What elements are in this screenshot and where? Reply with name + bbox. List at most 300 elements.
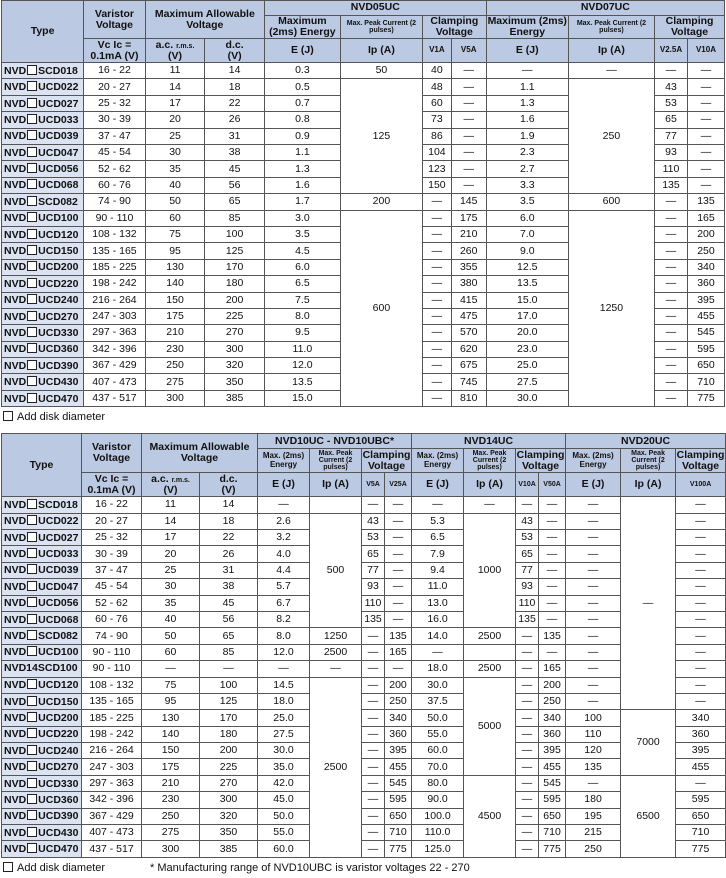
table-cell: —: [566, 497, 621, 513]
table-cell: 27.5: [486, 374, 568, 390]
table-cell: 455: [687, 308, 724, 324]
table-cell: 4.0: [258, 546, 310, 562]
vc-header: Vc Ic = 0.1mA (V): [82, 473, 142, 497]
table-cell: 12.0: [264, 358, 340, 374]
table-cell: 320: [200, 808, 258, 824]
table-cell: —: [566, 530, 621, 546]
table-row: [2, 775, 726, 791]
table-cell: —: [200, 661, 258, 677]
peak-current-cell: —: [464, 497, 516, 513]
table-cell: —: [362, 825, 385, 841]
table-cell: 55.0: [258, 825, 310, 841]
table-cell: 300: [145, 390, 205, 406]
table-cell: 38: [200, 579, 258, 595]
checkbox-symbol: [27, 114, 37, 124]
table-cell: —: [687, 144, 724, 160]
table-cell: 340: [687, 259, 724, 275]
peak-current-cell: 1000: [464, 513, 516, 628]
table-cell: —: [655, 325, 688, 341]
table-cell: 25: [142, 562, 200, 578]
table-nvd10-nvd14-nvd20: [1, 433, 726, 858]
peak-unit: Ip (A): [340, 39, 422, 63]
table-cell: 595: [385, 792, 412, 808]
table-cell: 43: [362, 513, 385, 529]
table-nvd05-nvd07: [1, 0, 725, 407]
table-cell: 1.9: [486, 128, 568, 144]
table-cell: —: [566, 546, 621, 562]
clamping-header: Clamping Voltage: [516, 448, 565, 472]
table-cell: 545: [385, 775, 412, 791]
energy-unit: E (J): [486, 39, 568, 63]
table-cell: 185 - 225: [84, 259, 146, 275]
table-cell: —: [451, 79, 486, 95]
table-cell: —: [655, 243, 688, 259]
type-cell: NVD UCD068: [2, 611, 82, 627]
table-cell: 9.4: [412, 562, 464, 578]
table-cell: 60: [142, 644, 200, 660]
table-cell: 14: [145, 79, 205, 95]
checkbox-symbol: [27, 843, 37, 853]
table-cell: 145: [451, 194, 486, 210]
table-cell: 37 - 47: [82, 562, 142, 578]
table-cell: 35: [142, 595, 200, 611]
table-cell: 0.8: [264, 112, 340, 128]
table-cell: 650: [687, 358, 724, 374]
checkbox-symbol: [3, 862, 13, 872]
table-cell: 43: [655, 79, 688, 95]
table-cell: 22: [200, 530, 258, 546]
type-cell: NVD UCD056: [2, 595, 82, 611]
table-cell: 13.5: [486, 276, 568, 292]
table-cell: 30: [142, 579, 200, 595]
peak-current-cell: 600: [568, 194, 654, 210]
table-cell: —: [676, 775, 726, 791]
type-cell: NVD UCD220: [2, 726, 82, 742]
table-cell: 14.0: [412, 628, 464, 644]
type-cell: NVD UCD390: [2, 358, 84, 374]
table-cell: 45: [200, 595, 258, 611]
varistor-voltage-header: Varistor Voltage: [84, 1, 146, 39]
table-cell: —: [655, 63, 688, 79]
table-cell: 200: [687, 226, 724, 242]
table-cell: 198 - 242: [82, 726, 142, 742]
checkbox-symbol: [27, 229, 37, 239]
table-row: [2, 210, 725, 226]
checkbox-symbol: [27, 130, 37, 140]
table-cell: 200: [200, 743, 258, 759]
checkbox-symbol: [27, 163, 37, 173]
table-cell: 11.0: [412, 579, 464, 595]
table-row: [2, 726, 726, 742]
clamp-sub-a: V10A: [516, 473, 539, 497]
table-cell: —: [451, 177, 486, 193]
table-cell: —: [676, 644, 726, 660]
table-cell: 710: [539, 825, 566, 841]
energy-header: Max. (2ms) Energy: [566, 449, 621, 473]
table-cell: 180: [205, 276, 265, 292]
table-cell: 100.0: [412, 808, 464, 824]
table-cell: 270: [200, 775, 258, 791]
checkbox-symbol: [27, 376, 37, 386]
checkbox-symbol: [27, 794, 37, 804]
table-row: [2, 841, 726, 857]
table-cell: 60 - 76: [84, 177, 146, 193]
table-row: [2, 710, 726, 726]
table-cell: 595: [676, 792, 726, 808]
clamp-sub-b: V5A: [451, 39, 486, 63]
table-cell: 250: [539, 693, 566, 709]
table-cell: —: [655, 358, 688, 374]
peak-current-cell: —: [310, 661, 362, 677]
table-cell: 300: [205, 341, 265, 357]
table-cell: 710: [687, 374, 724, 390]
table-cell: 1.6: [486, 112, 568, 128]
table-cell: 25.0: [486, 358, 568, 374]
max-allowable-header: Maximum Allowable Voltage: [142, 434, 258, 473]
table-cell: —: [655, 292, 688, 308]
energy-header: Maximum (2ms) Energy: [487, 15, 567, 39]
checkbox-symbol: [27, 827, 37, 837]
table-cell: 360: [687, 276, 724, 292]
table-cell: 0.7: [264, 95, 340, 111]
peak-current-cell: 5000: [464, 677, 516, 775]
table-cell: 25.0: [258, 710, 310, 726]
table-cell: 570: [451, 325, 486, 341]
dc-header: d.c. (V): [200, 473, 258, 497]
table-cell: 108 - 132: [82, 677, 142, 693]
table-cell: 455: [539, 759, 566, 775]
table-cell: —: [423, 325, 452, 341]
table-cell: 60: [145, 210, 205, 226]
table-cell: —: [539, 530, 566, 546]
table-cell: 25 - 32: [84, 95, 146, 111]
table-cell: 125.0: [412, 841, 464, 857]
table-cell: —: [676, 628, 726, 644]
peak-current-cell: 2500: [464, 628, 516, 644]
table-cell: 385: [205, 390, 265, 406]
table-cell: —: [566, 677, 621, 693]
table-cell: 8.0: [258, 628, 310, 644]
energy-unit: E (J): [258, 473, 310, 497]
table-cell: 110.0: [412, 825, 464, 841]
table-cell: 50: [145, 194, 205, 210]
table-cell: 18.0: [412, 661, 464, 677]
table-cell: 300: [142, 841, 200, 857]
table-cell: —: [566, 628, 621, 644]
table-cell: —: [423, 226, 452, 242]
table-cell: 170: [205, 259, 265, 275]
table-cell: —: [516, 759, 539, 775]
table-cell: —: [516, 825, 539, 841]
table-cell: —: [516, 775, 539, 791]
checkbox-symbol: [27, 515, 37, 525]
checkbox-symbol: [27, 548, 37, 558]
table-cell: 415: [451, 292, 486, 308]
table-cell: 20 - 27: [84, 79, 146, 95]
table-cell: —: [655, 276, 688, 292]
table-cell: 3.0: [264, 210, 340, 226]
table-cell: —: [676, 530, 726, 546]
peak-unit: Ip (A): [568, 39, 654, 63]
table-cell: 407 - 473: [84, 374, 146, 390]
type-cell: NVD UCD068: [2, 177, 84, 193]
table-cell: 52 - 62: [82, 595, 142, 611]
table-cell: 25 - 32: [82, 530, 142, 546]
table-cell: 2.3: [486, 144, 568, 160]
table-cell: 13.5: [264, 374, 340, 390]
type-cell: NVD UCD270: [2, 308, 84, 324]
table-cell: 297 - 363: [84, 325, 146, 341]
table-cell: —: [423, 308, 452, 324]
table-cell: 0.9: [264, 128, 340, 144]
table-cell: 12.5: [486, 259, 568, 275]
table-cell: 16 - 22: [82, 497, 142, 513]
table-row: [2, 513, 726, 529]
table-cell: 9.5: [264, 325, 340, 341]
table-cell: 180: [200, 726, 258, 742]
checkbox-symbol: [27, 278, 37, 288]
table-cell: 110: [362, 595, 385, 611]
table-cell: 20: [142, 546, 200, 562]
table-cell: 8.2: [258, 611, 310, 627]
table-cell: —: [539, 546, 566, 562]
table-cell: 70.0: [412, 759, 464, 775]
table-cell: 275: [142, 825, 200, 841]
table-cell: 16 - 22: [84, 63, 146, 79]
type-cell: NVD UCD430: [2, 374, 84, 390]
table-cell: 165: [385, 644, 412, 660]
ac-header: a.c. r.m.s. (V): [142, 473, 200, 497]
table-cell: 4.4: [258, 562, 310, 578]
clamp-sub-b: V10A: [687, 39, 724, 63]
table-cell: 90 - 110: [82, 644, 142, 660]
table-cell: —: [566, 513, 621, 529]
table-cell: 595: [687, 341, 724, 357]
table-cell: 135: [566, 759, 621, 775]
energy-header: Maximum (2ms) Energy: [264, 16, 340, 39]
table-cell: —: [451, 95, 486, 111]
table-cell: 56: [205, 177, 265, 193]
table-cell: 80.0: [412, 775, 464, 791]
checkbox-symbol: [27, 630, 37, 640]
table-cell: 14: [142, 513, 200, 529]
footnote: Add disk diameter * Manufacturing range of NVD10UBC is varistor voltages 22 - 270: [0, 858, 726, 878]
table-cell: 53: [516, 530, 539, 546]
table-cell: 17.0: [486, 308, 568, 324]
table-cell: 385: [200, 841, 258, 857]
table-cell: 17: [145, 95, 205, 111]
table-cell: 100: [205, 226, 265, 242]
type-header: Type: [2, 1, 84, 63]
table-cell: —: [539, 562, 566, 578]
table-cell: 775: [539, 841, 566, 857]
table-cell: 455: [385, 759, 412, 775]
table-cell: 395: [676, 743, 726, 759]
peak-unit: Ip (A): [310, 473, 362, 497]
table-cell: 342 - 396: [82, 792, 142, 808]
table-cell: —: [423, 243, 452, 259]
table-row: [2, 808, 726, 824]
table-cell: 210: [142, 775, 200, 791]
type-cell: NVD UCD033: [2, 546, 82, 562]
table-cell: —: [516, 693, 539, 709]
table-cell: 120: [566, 743, 621, 759]
table-cell: 85: [205, 210, 265, 226]
table-cell: 27.5: [258, 726, 310, 742]
table-cell: 26: [200, 546, 258, 562]
type-cell: NVD UCD039: [2, 128, 84, 144]
vc-header: Vc Ic = 0.1mA (V): [84, 39, 146, 63]
table-cell: 16.0: [412, 611, 464, 627]
table-cell: 37.5: [412, 693, 464, 709]
table-cell: 77: [516, 562, 539, 578]
table-cell: 30.0: [258, 743, 310, 759]
table-cell: 12.0: [258, 644, 310, 660]
table-cell: 710: [385, 825, 412, 841]
type-cell: NVD UCD120: [2, 226, 84, 242]
table-cell: 86: [423, 128, 452, 144]
table-cell: 250: [142, 808, 200, 824]
table-cell: 247 - 303: [84, 308, 146, 324]
table-cell: 38: [205, 144, 265, 160]
table-cell: 93: [516, 579, 539, 595]
table-cell: 130: [145, 259, 205, 275]
type-cell: NVD UCD220: [2, 276, 84, 292]
table-cell: —: [362, 497, 385, 513]
table-cell: 180: [566, 792, 621, 808]
table-cell: 1.7: [264, 194, 340, 210]
table-row: [2, 611, 726, 627]
table-cell: 77: [362, 562, 385, 578]
table-cell: 216 - 264: [82, 743, 142, 759]
table-cell: 75: [145, 226, 205, 242]
table-cell: 22: [205, 95, 265, 111]
clamp-sub-a: V2.5A: [655, 39, 688, 63]
table-cell: —: [142, 661, 200, 677]
table-cell: 3.5: [486, 194, 568, 210]
table-cell: —: [385, 611, 412, 627]
table-cell: 395: [539, 743, 566, 759]
table-cell: 6.0: [486, 210, 568, 226]
table-cell: 650: [539, 808, 566, 824]
table-cell: 23.0: [486, 341, 568, 357]
checkbox-symbol: [27, 294, 37, 304]
type-cell: NVD SCD018: [2, 497, 82, 513]
table-cell: —: [676, 693, 726, 709]
peak-current-cell: 1250: [568, 210, 654, 407]
table-cell: 2.6: [258, 513, 310, 529]
table-cell: 650: [676, 808, 726, 824]
table-cell: —: [423, 341, 452, 357]
checkbox-symbol: [27, 761, 37, 771]
table-cell: 360: [539, 726, 566, 742]
table-cell: 74 - 90: [82, 628, 142, 644]
table-cell: 247 - 303: [82, 759, 142, 775]
table-cell: 90.0: [412, 792, 464, 808]
table-cell: 275: [145, 374, 205, 390]
table-cell: 30: [145, 144, 205, 160]
table-cell: —: [516, 841, 539, 857]
table-cell: 31: [205, 128, 265, 144]
table-cell: 200: [205, 292, 265, 308]
table-cell: —: [566, 562, 621, 578]
type-cell: NVD UCD330: [2, 325, 84, 341]
table-cell: 130: [142, 710, 200, 726]
table-cell: —: [423, 194, 452, 210]
table-cell: 123: [423, 161, 452, 177]
table-row: [2, 677, 726, 693]
table-cell: 165: [539, 661, 566, 677]
table-cell: —: [451, 144, 486, 160]
nvd20uc-header: NVD20UC: [566, 434, 726, 449]
table-cell: —: [687, 63, 724, 79]
table-row: [2, 628, 726, 644]
table-cell: 100: [200, 677, 258, 693]
table-cell: 140: [142, 726, 200, 742]
table-cell: —: [423, 374, 452, 390]
energy-header: Max. (2ms) Energy: [412, 449, 464, 473]
table-cell: 200: [385, 677, 412, 693]
table-cell: —: [423, 390, 452, 406]
table-cell: 110: [566, 726, 621, 742]
table-cell: 5.7: [258, 579, 310, 595]
clamp-sub: V100A: [676, 473, 726, 497]
table-cell: 185 - 225: [82, 710, 142, 726]
table-cell: 53: [362, 530, 385, 546]
type-cell: NVD UCD240: [2, 743, 82, 759]
table-cell: 350: [200, 825, 258, 841]
checkbox-symbol: [27, 810, 37, 820]
table-cell: 7.9: [412, 546, 464, 562]
table-cell: 350: [205, 374, 265, 390]
table-cell: —: [362, 792, 385, 808]
table-cell: 108 - 132: [84, 226, 146, 242]
table-cell: —: [362, 661, 385, 677]
table-cell: 1.6: [264, 177, 340, 193]
peak-current-cell: 2500: [310, 677, 362, 857]
table-cell: 775: [676, 841, 726, 857]
table-cell: 93: [655, 144, 688, 160]
checkbox-symbol: [27, 679, 37, 689]
table-cell: 360: [676, 726, 726, 742]
table-cell: 360: [385, 726, 412, 742]
table-cell: 475: [451, 308, 486, 324]
table-cell: 407 - 473: [82, 825, 142, 841]
table-cell: 595: [539, 792, 566, 808]
clamping-header: Clamping Voltage: [676, 448, 725, 472]
type-cell: NVD UCD470: [2, 841, 82, 857]
table-cell: 455: [676, 759, 726, 775]
type-cell: NVD UCD430: [2, 825, 82, 841]
checkbox-symbol: [27, 728, 37, 738]
checkbox-symbol: [27, 712, 37, 722]
table-cell: 60 - 76: [82, 611, 142, 627]
table-cell: 104: [423, 144, 452, 160]
table-cell: —: [539, 497, 566, 513]
table-row: [2, 693, 726, 709]
checkbox-symbol: [27, 147, 37, 157]
table-cell: 0.5: [264, 79, 340, 95]
table-cell: 30 - 39: [84, 112, 146, 128]
table-cell: 1.3: [264, 161, 340, 177]
type-cell: NVD UCD200: [2, 259, 84, 275]
table-cell: —: [423, 276, 452, 292]
checkbox-symbol: [27, 360, 37, 370]
peak-current-cell: 6500: [621, 775, 676, 857]
checkbox-symbol: [27, 778, 37, 788]
table-cell: 230: [145, 341, 205, 357]
table-cell: 20 - 27: [82, 513, 142, 529]
